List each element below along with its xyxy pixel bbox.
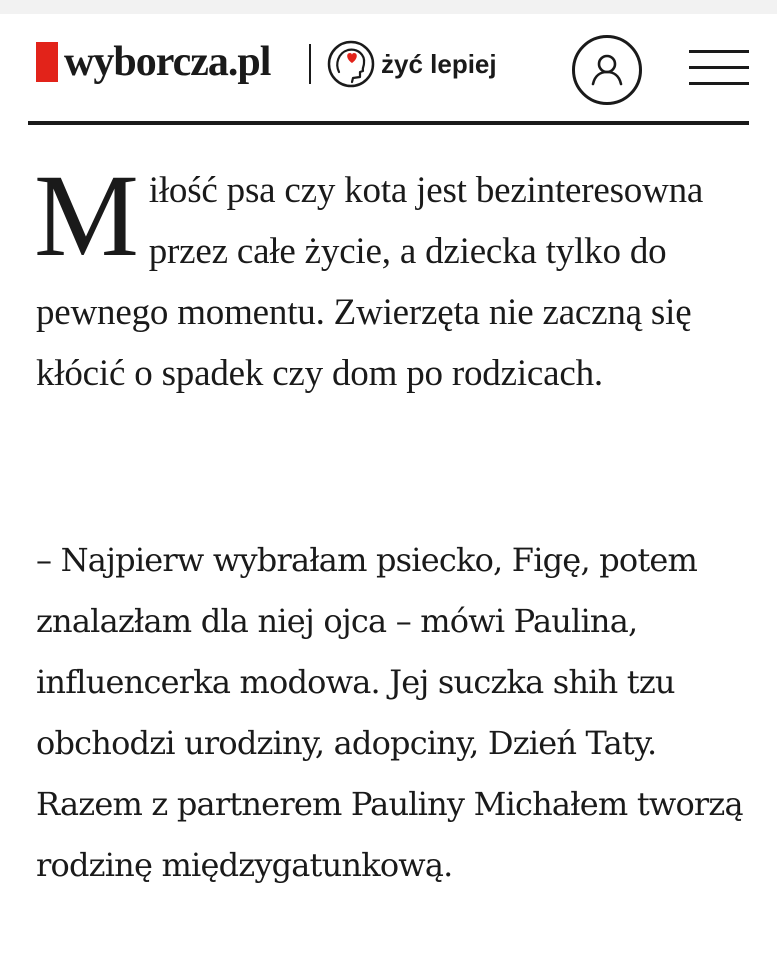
- brand-name: wyborcza.pl: [64, 39, 271, 85]
- brand-red-bar-icon: [36, 42, 58, 82]
- drop-cap: M: [34, 150, 139, 281]
- article-lead-paragraph: [34, 150, 746, 404]
- user-account-button[interactable]: [572, 35, 642, 105]
- article-paragraph: – Najpierw wybrałam psiecko, Figę, potem znalazłam dla niej ojca – mówi Paulina, influencerka modowa. Jej suczka shih tzu obchodzi urodziny, adopciny, Dzień Taty. Razem z partnerem Pauliny Michałem tworzą rodzinę międzygatunkową.: [36, 541, 743, 884]
- menu-line-icon: [689, 50, 749, 53]
- browser-top-strip: [0, 0, 777, 14]
- menu-line-icon: [689, 66, 749, 69]
- lead-paragraph-text: iłość psa czy kota jest bezinteresowna przez całe życie, a dziecka tylko do pewnego momentu. Zwierzęta nie zaczną się kłócić o spadek czy dom po rodzicach.: [36, 170, 704, 394]
- header-bottom-rule: [28, 121, 749, 125]
- user-icon: [587, 50, 627, 90]
- brand-logo-link[interactable]: [36, 40, 270, 84]
- article-body: [34, 150, 746, 404]
- hamburger-menu-button[interactable]: [689, 44, 749, 92]
- header-divider: [309, 44, 311, 84]
- section-link-zyc-lepiej[interactable]: [325, 38, 497, 90]
- section-label: żyć lepiej: [381, 48, 497, 79]
- menu-line-icon: [689, 82, 749, 85]
- head-heart-icon: [325, 38, 377, 90]
